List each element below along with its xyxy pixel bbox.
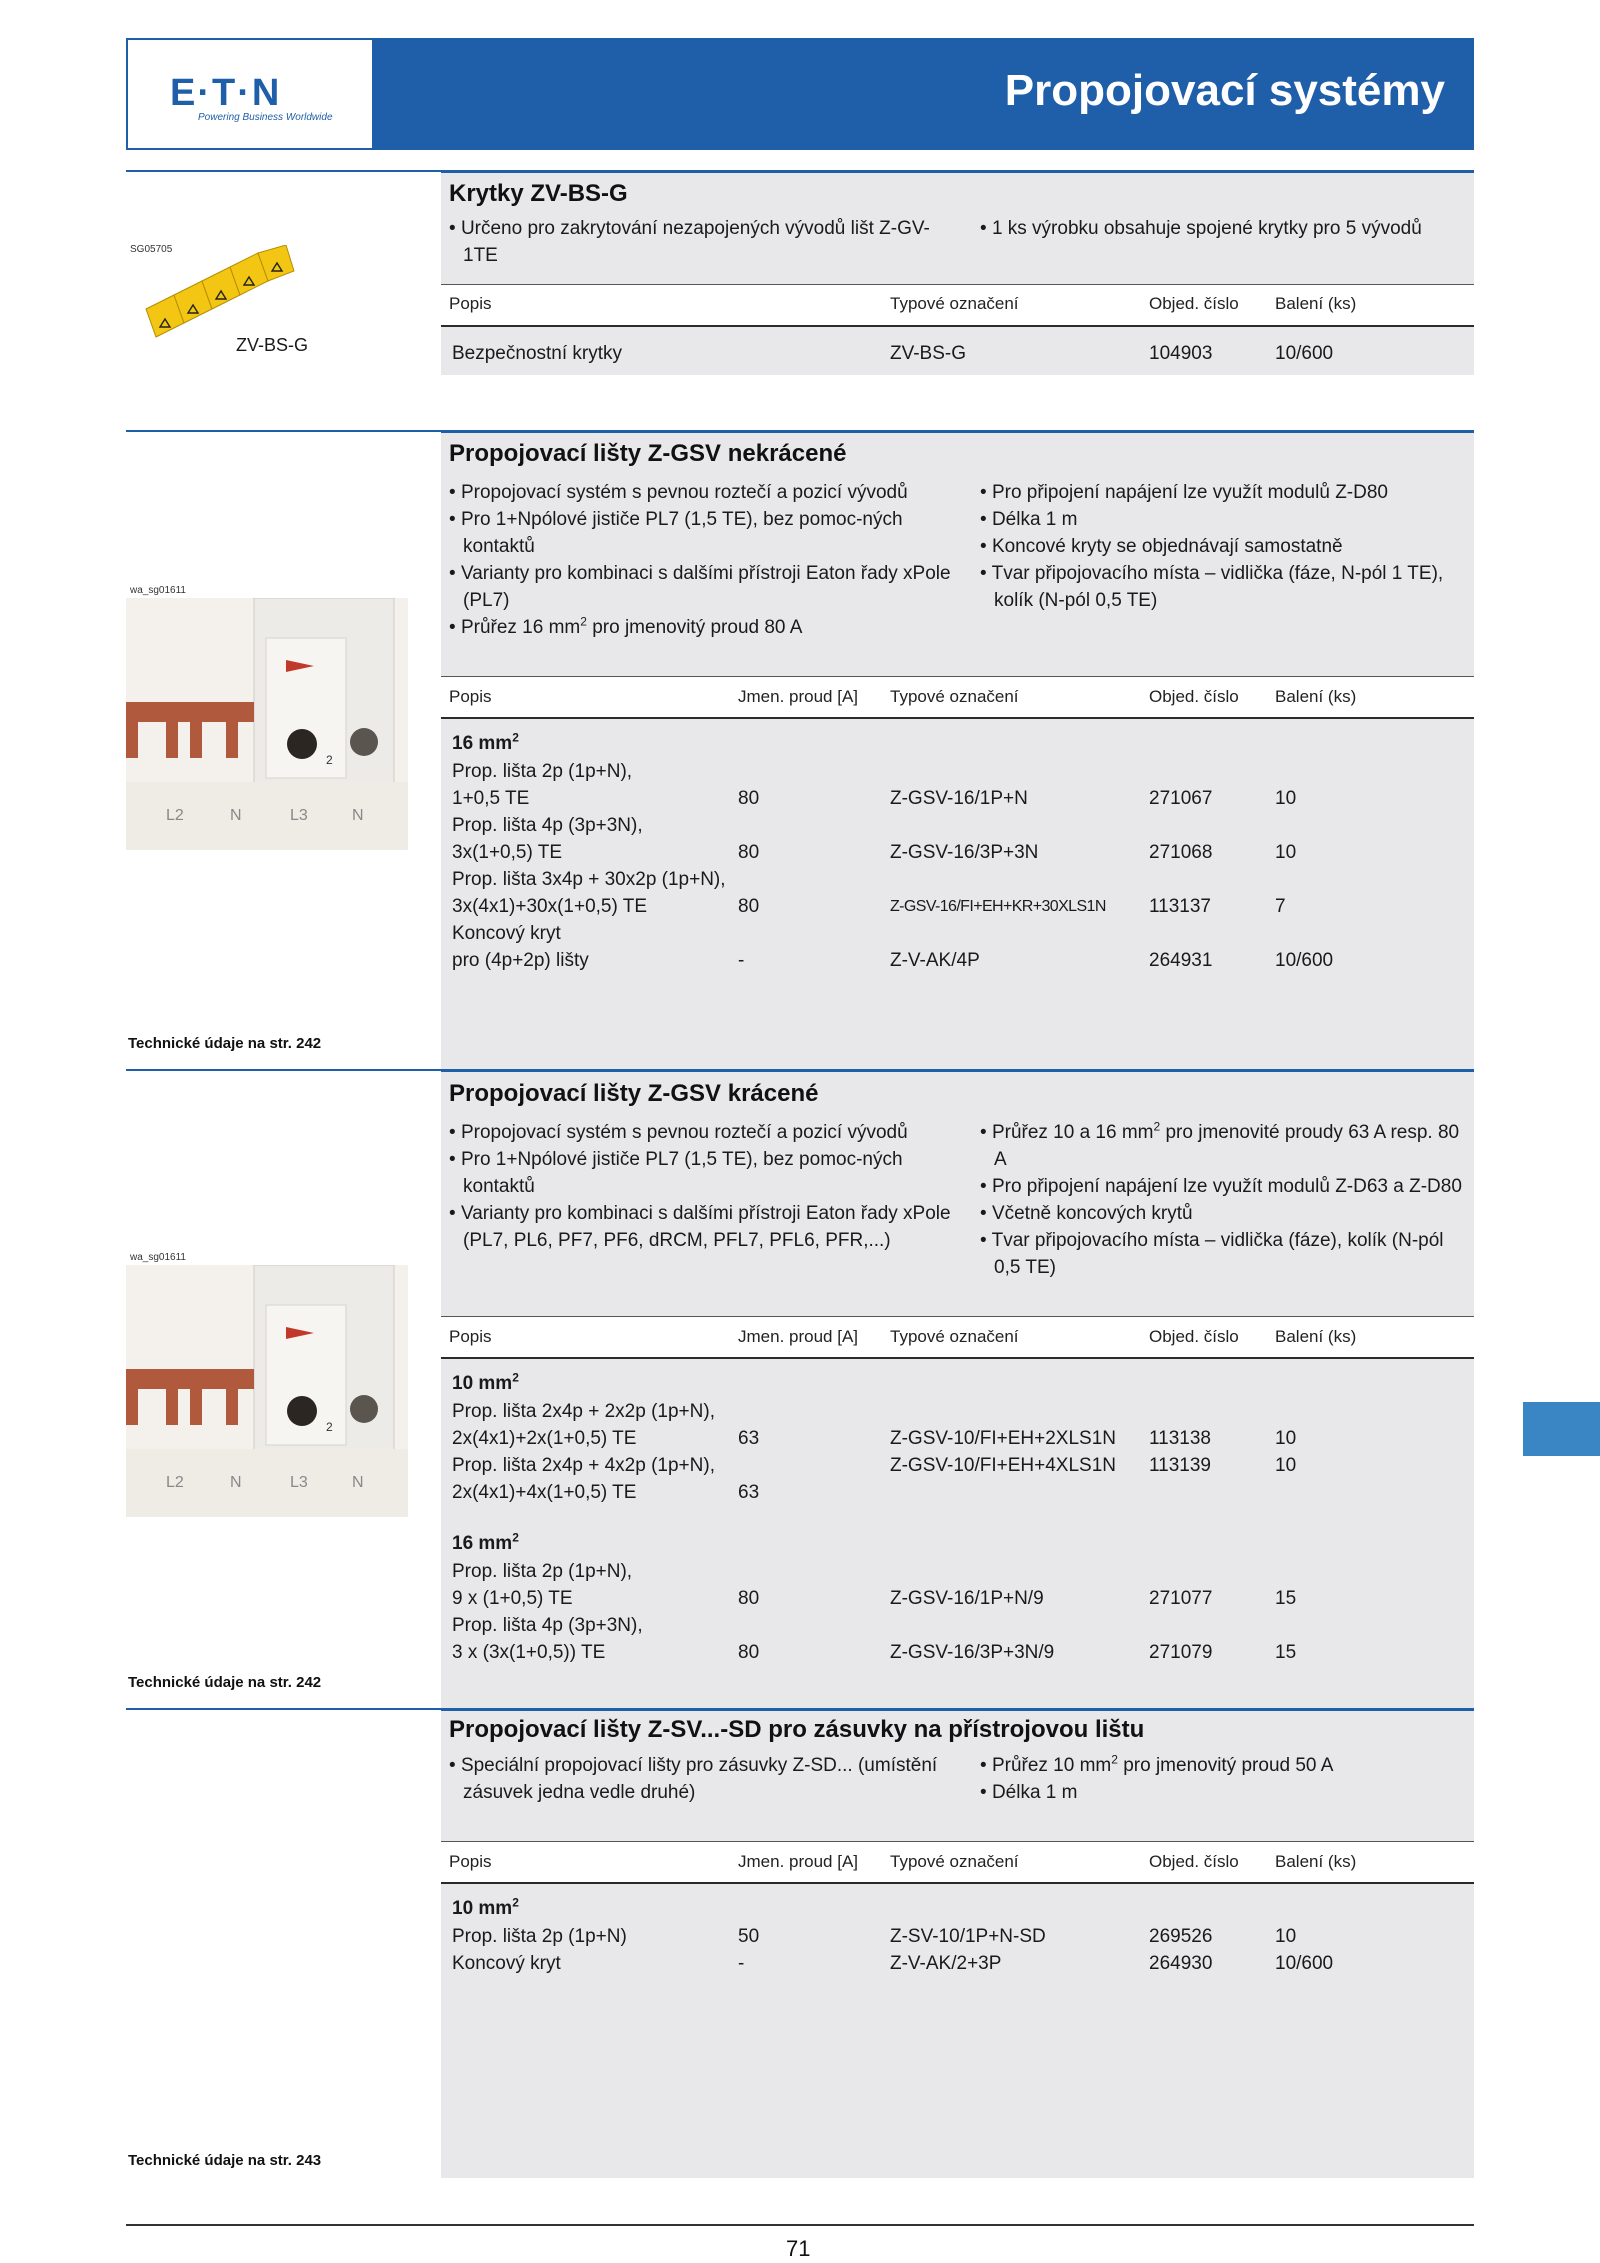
bullet: • Určeno pro zakrytování nezapojených vývodů lišt Z-GV-1TE xyxy=(449,215,959,269)
bullet: • Tvar připojovacího místa – vidlička (fáze, N-pól 1 TE), kolík (N-pól 0,5 TE) xyxy=(980,560,1470,614)
table-rule xyxy=(441,1882,1474,1884)
col-bal: Balení (ks) xyxy=(1275,294,1357,313)
bullets-left xyxy=(449,479,959,641)
bullet: • Průřez 16 $mm^2$ pro jmenovitý proud 80 A xyxy=(449,614,959,641)
cell-popis: Prop. lišta 2x4p + 2x2p (1p+N), xyxy=(452,1401,715,1422)
svg-text:N: N xyxy=(352,807,364,824)
cell-jmen: 80 xyxy=(738,842,760,863)
cell-obj: 271077 xyxy=(1149,1588,1213,1609)
col-obj: Objed. číslo xyxy=(1149,294,1239,313)
busbar-image xyxy=(126,1265,408,1517)
logo-tagline: Powering Business Worldwide xyxy=(198,112,333,123)
svg-text:2: 2 xyxy=(326,753,333,767)
cell-typ: Z-SV-10/1P+N-SD xyxy=(890,1926,1046,1947)
cell-jmen: 80 xyxy=(738,1642,760,1663)
col-popis: Popis xyxy=(449,294,492,313)
section-rule xyxy=(441,1708,1474,1711)
section-rule xyxy=(441,170,1474,173)
bullets-right xyxy=(980,1119,1470,1281)
cell-popis: Prop. lišta 2p (1p+N) xyxy=(452,1926,627,1947)
col-typ: Typové označení xyxy=(890,1852,1019,1871)
section-title: Propojovací lišty Z-GSV nekrácené xyxy=(449,440,847,467)
image-code: wa_sg01611 xyxy=(130,1252,186,1263)
cell-obj: 104903 xyxy=(1149,343,1213,364)
cell-obj: 269526 xyxy=(1149,1926,1213,1947)
cell-bal: 15 xyxy=(1275,1588,1297,1609)
svg-text:L3: L3 xyxy=(290,1474,308,1491)
bullets-left xyxy=(449,215,959,269)
cell-typ: Z-GSV-16/1P+N/9 xyxy=(890,1588,1044,1609)
cell-jmen: 63 xyxy=(738,1428,760,1449)
bullets-right xyxy=(980,479,1470,614)
cell-popis: Prop. lišta 4p (3p+3N), xyxy=(452,815,643,836)
table-rule xyxy=(441,1357,1474,1359)
col-jmen: Jmen. proud [A] xyxy=(738,1852,859,1871)
cell-popis: 1+0,5 TE xyxy=(452,788,530,809)
cell-bal: 10 xyxy=(1275,788,1297,809)
bullet: • Propojovací systém s pevnou roztečí a pozicí vývodů xyxy=(449,479,959,506)
left-rule xyxy=(126,170,441,172)
cell-popis: 3x(4x1)+30x(1+0,5) TE xyxy=(452,896,648,917)
col-typ: Typové označení xyxy=(890,1327,1019,1346)
cell-bal: 10 xyxy=(1275,842,1297,863)
cell-bal: 15 xyxy=(1275,1642,1297,1663)
spacer xyxy=(441,375,1474,432)
cell-obj: 264930 xyxy=(1149,1953,1213,1974)
svg-text:N: N xyxy=(230,807,242,824)
cell-popis: 9 x (1+0,5) TE xyxy=(452,1588,573,1609)
col-popis: Popis xyxy=(449,1852,492,1871)
cell-popis: 3x(1+0,5) TE xyxy=(452,842,563,863)
cell-popis: Prop. lišta 3x4p + 30x2p (1p+N), xyxy=(452,869,726,890)
image-code: wa_sg01611 xyxy=(130,585,186,596)
tech-ref: Technické údaje na str. 242 xyxy=(128,1035,322,1052)
cell-jmen: - xyxy=(738,1953,745,1974)
bullet: • Průřez 10 a 16 $mm^2$ pro jmenovité proudy 63 A resp. 80 A xyxy=(980,1119,1470,1173)
col-jmen: Jmen. proud [A] xyxy=(738,1327,859,1346)
tech-ref: Technické údaje na str. 243 xyxy=(128,2152,322,2169)
bullet: • Pro připojení napájení lze využít modulů Z-D63 a Z-D80 xyxy=(980,1173,1470,1200)
bullet: • Propojovací systém s pevnou roztečí a pozicí vývodů xyxy=(449,1119,959,1146)
cell-popis: pro (4p+2p) lišty xyxy=(452,950,589,971)
bullet: • Průřez 10 $mm^2$ pro jmenovitý proud 50 A xyxy=(980,1752,1470,1779)
page-number: 71 xyxy=(786,2236,811,2261)
cell-popis: Prop. lišta 2x4p + 4x2p (1p+N), xyxy=(452,1455,715,1476)
cell-obj: 113138 xyxy=(1149,1428,1211,1449)
bullet: • Včetně koncových krytů xyxy=(980,1200,1470,1227)
col-bal: Balení (ks) xyxy=(1275,1852,1357,1871)
cell-popis: Bezpečnostní krytky xyxy=(452,343,623,364)
left-rule xyxy=(126,430,441,432)
group-label: 10 $mm^2$ xyxy=(452,1370,519,1394)
bullet: • Koncové kryty se objednávají samostatně xyxy=(980,533,1470,560)
svg-text:N: N xyxy=(352,1474,364,1491)
svg-text:2: 2 xyxy=(326,1420,333,1434)
col-jmen: Jmen. proud [A] xyxy=(738,687,859,706)
col-bal: Balení (ks) xyxy=(1275,687,1357,706)
cell-obj: 271068 xyxy=(1149,842,1213,863)
col-obj: Objed. číslo xyxy=(1149,687,1239,706)
col-obj: Objed. číslo xyxy=(1149,1852,1239,1871)
left-rule xyxy=(126,1708,441,1710)
cell-jmen: 50 xyxy=(738,1926,760,1947)
cell-obj: 113139 xyxy=(1149,1455,1211,1476)
svg-text:L2: L2 xyxy=(166,807,184,824)
cell-bal: 10 xyxy=(1275,1455,1297,1476)
cell-bal: 10 xyxy=(1275,1926,1297,1947)
footer-rule xyxy=(126,2224,1474,2226)
cell-obj: 264931 xyxy=(1149,950,1213,971)
col-popis: Popis xyxy=(449,687,492,706)
bullet: • Pro 1+Npólové jističe PL7 (1,5 TE), bez pomoc-ných kontaktů xyxy=(449,506,959,560)
svg-text:L3: L3 xyxy=(290,807,308,824)
cell-jmen: 80 xyxy=(738,788,760,809)
cell-popis: Prop. lišta 4p (3p+3N), xyxy=(452,1615,643,1636)
col-obj: Objed. číslo xyxy=(1149,1327,1239,1346)
cell-typ: Z-GSV-10/FI+EH+4XLS1N xyxy=(890,1455,1116,1476)
bullet: • Délka 1 m xyxy=(980,506,1470,533)
section-title: Propojovací lišty Z-GSV krácené xyxy=(449,1080,819,1107)
page-title: Propojovací systémy xyxy=(1004,66,1445,115)
group-label: 16 $mm^2$ xyxy=(452,1530,519,1554)
cell-obj: 271067 xyxy=(1149,788,1213,809)
cell-typ: Z-GSV-16/3P+3N/9 xyxy=(890,1642,1055,1663)
cell-popis: Prop. lišta 2p (1p+N), xyxy=(452,761,633,782)
cell-obj: 113137 xyxy=(1149,896,1211,917)
bullets-left xyxy=(449,1119,959,1254)
cell-bal: 10/600 xyxy=(1275,343,1334,364)
cell-popis: Koncový kryt xyxy=(452,923,561,944)
cell-obj: 271079 xyxy=(1149,1642,1213,1663)
eaton-logo: E·T·N xyxy=(170,72,282,114)
svg-text:L2: L2 xyxy=(166,1474,184,1491)
group-label: 10 $mm^2$ xyxy=(452,1895,519,1919)
cell-typ: Z-V-AK/4P xyxy=(890,950,980,971)
section-title: Krytky ZV-BS-G xyxy=(449,180,628,207)
cell-jmen: - xyxy=(738,950,745,971)
bullet: • Varianty pro kombinaci s dalšími přístroji Eaton řady xPole (PL7) xyxy=(449,560,959,614)
cell-jmen: 80 xyxy=(738,896,760,917)
cell-bal: 10/600 xyxy=(1275,950,1334,971)
col-bal: Balení (ks) xyxy=(1275,1327,1357,1346)
busbar-image xyxy=(126,598,408,850)
cell-jmen: 63 xyxy=(738,1482,760,1503)
chapter-tab xyxy=(1523,1402,1600,1456)
col-popis: Popis xyxy=(449,1327,492,1346)
cell-typ: Z-GSV-10/FI+EH+2XLS1N xyxy=(890,1428,1116,1449)
section-rule xyxy=(441,1069,1474,1072)
col-typ: Typové označení xyxy=(890,687,1019,706)
cell-bal: 10 xyxy=(1275,1428,1297,1449)
bullets-left xyxy=(449,1752,959,1806)
bullet: • Tvar připojovacího místa – vidlička (fáze), kolík (N-pól 0,5 TE) xyxy=(980,1227,1470,1281)
bullets-right xyxy=(980,1752,1470,1806)
table-rule xyxy=(441,325,1474,327)
image-caption: ZV-BS-G xyxy=(236,335,309,355)
image-code: SG05705 xyxy=(130,244,173,255)
section-title: Propojovací lišty Z-SV...-SD pro zásuvky na přístrojovou lištu xyxy=(449,1716,1145,1743)
bullet: • Speciální propojovací lišty pro zásuvky Z-SD... (umístění zásuvek jedna vedle druhé) xyxy=(449,1752,959,1806)
section-rule xyxy=(441,430,1474,433)
col-typ: Typové označení xyxy=(890,294,1019,313)
bullets-right xyxy=(980,215,1460,242)
group-label: 16 $mm^2$ xyxy=(452,730,519,754)
svg-text:N: N xyxy=(230,1474,242,1491)
cell-typ: Z-GSV-16/FI+EH+KR+30XLS1N xyxy=(890,898,1106,915)
cell-popis: 2x(4x1)+4x(1+0,5) TE xyxy=(452,1482,637,1503)
cell-typ: Z-GSV-16/3P+3N xyxy=(890,842,1039,863)
cell-popis: Koncový kryt xyxy=(452,1953,561,1974)
bullet: • Délka 1 m xyxy=(980,1779,1470,1806)
bullet: • Pro připojení napájení lze využít modulů Z-D80 xyxy=(980,479,1470,506)
cell-jmen: 80 xyxy=(738,1588,760,1609)
bullet: • Pro 1+Npólové jističe PL7 (1,5 TE), bez pomoc-ných kontaktů xyxy=(449,1146,959,1200)
bullet: • 1 ks výrobku obsahuje spojené krytky pro 5 vývodů xyxy=(980,215,1460,242)
cell-popis: 3 x (3x(1+0,5)) TE xyxy=(452,1642,606,1663)
cell-typ: ZV-BS-G xyxy=(890,343,967,364)
cell-typ: Z-GSV-16/1P+N xyxy=(890,788,1028,809)
cell-bal: 7 xyxy=(1275,896,1286,917)
table-rule xyxy=(441,717,1474,719)
cell-popis: 2x(4x1)+2x(1+0,5) TE xyxy=(452,1428,637,1449)
left-rule xyxy=(126,1069,441,1071)
bullet: • Varianty pro kombinaci s dalšími přístroji Eaton řady xPole (PL7, PL6, PF7, PF6, dRCM, PFL7, PFL6, PFR,...) xyxy=(449,1200,959,1254)
cell-typ: Z-V-AK/2+3P xyxy=(890,1953,1002,1974)
cell-popis: Prop. lišta 2p (1p+N), xyxy=(452,1561,633,1582)
cell-bal: 10/600 xyxy=(1275,1953,1334,1974)
tech-ref: Technické údaje na str. 242 xyxy=(128,1674,322,1691)
